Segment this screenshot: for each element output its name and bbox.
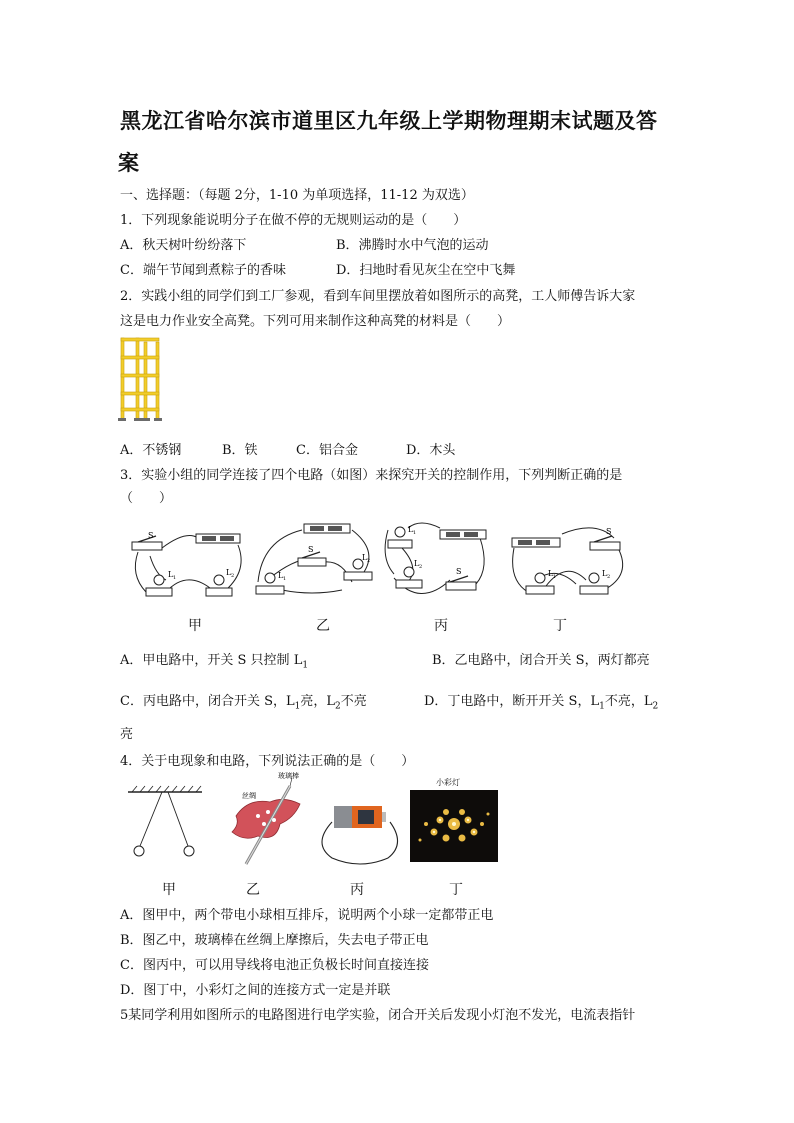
jia-l2-sub: 2	[231, 573, 235, 579]
ding-l2-sub: 2	[607, 574, 611, 580]
jia-switch-label: S	[148, 531, 154, 540]
q3-option-d-wrap: 亮	[120, 727, 134, 742]
q2-option-d: D．木头	[406, 443, 456, 458]
q3-option-b: B．乙电路中，闭合开关 S，两灯都亮	[432, 653, 650, 668]
q1-option-a: A．秋天树叶纷纷落下	[120, 238, 247, 253]
q3-caption-bing: 丙	[434, 618, 448, 634]
bing-l1-sub: 1	[413, 530, 417, 536]
title-line-2: 案	[118, 150, 140, 175]
q4-stem: 4．关于电现象和电路，下列说法正确的是（ ）	[120, 754, 415, 769]
section-heading: 一、选择题：（每题 2分，1-10 为单项选择，11-12 为双选）	[120, 188, 474, 203]
q4-option-b: B．图乙中，玻璃棒在丝绸上摩擦后，失去电子带正电	[120, 933, 429, 948]
jia-l1-sub: 1	[173, 575, 177, 581]
q2-option-b: B．铁	[222, 443, 258, 458]
q4-option-a: A．图甲中，两个带电小球相互排斥，说明两个小球一定都带正电	[120, 908, 494, 923]
jia-l1-label: L	[168, 570, 174, 579]
ding-l2-label: L	[602, 569, 608, 578]
q4-option-d: D．图丁中，小彩灯之间的连接方式一定是并联	[120, 983, 391, 998]
q3-caption-ding: 丁	[553, 618, 567, 634]
q2-option-a: A．不锈钢	[120, 443, 182, 458]
ladder-stool-figure	[118, 338, 162, 422]
ding-l1-sub: 1	[553, 574, 557, 580]
q2-option-c: C．铝合金	[296, 443, 358, 458]
yi-l2-label: L	[362, 553, 368, 562]
q4-caption-jia: 甲	[162, 882, 176, 898]
q3-stem-line-2: （ ）	[120, 491, 173, 506]
circuit-yi-figure	[252, 520, 382, 602]
q4-option-c: C．图丙中，可以用导线将电池正负极长时间直接连接	[120, 958, 429, 973]
q4-caption-ding: 丁	[449, 882, 463, 898]
yi-l2-sub: 2	[367, 558, 371, 564]
q2-stem-line-1: 2．实践小组的同学们到工厂参观，看到车间里摆放着如图所示的高凳，工人师傅告诉大家	[120, 289, 636, 304]
ding-switch-label: S	[606, 527, 612, 536]
q3-option-c: C．丙电路中，闭合开关 S，$L_1$亮，$L_2$不亮	[120, 694, 367, 712]
page-title	[120, 100, 680, 184]
q1-option-b: B．沸腾时水中气泡的运动	[336, 238, 489, 253]
title-line-1: 黑龙江省哈尔滨市道里区九年级上学期物理期末试题及答	[120, 108, 658, 133]
q1-stem: 1．下列现象能说明分子在做不停的无规则运动的是（ ）	[120, 213, 467, 228]
q4-string-lights-figure	[410, 790, 498, 862]
bing-l2-label: L	[414, 559, 420, 568]
q3-stem-line-1: 3．实验小组的同学连接了四个电路（如图）来探究开关的控制作用，下列判断正确的是	[120, 468, 623, 483]
q4-pendulum-figure	[124, 786, 206, 862]
q4-caption-bing: 丙	[350, 882, 364, 898]
glass-rod-label: 玻璃棒	[278, 772, 299, 780]
q3-option-d: D．丁电路中，断开开关 S，$L_1$不亮，$L_2$	[424, 694, 659, 712]
bing-switch-label: S	[456, 567, 462, 576]
string-lights-label: 小彩灯	[436, 778, 460, 787]
ding-l1-label: L	[548, 569, 554, 578]
jia-l2-label: L	[226, 568, 232, 577]
bing-l1-label: L	[408, 525, 414, 534]
yi-switch-label: S	[308, 545, 314, 554]
circuit-jia-figure	[126, 520, 250, 602]
yi-l1-sub: 1	[283, 576, 287, 582]
q4-caption-yi: 乙	[246, 882, 260, 898]
q3-option-a: A．甲电路中，开关 S 只控制 $L_1$	[120, 653, 309, 671]
silk-label: 丝绸	[242, 792, 256, 800]
circuit-bing-figure	[380, 518, 498, 604]
q4-battery-figure	[318, 800, 402, 864]
q1-option-d: D．扫地时看见灰尘在空中飞舞	[336, 263, 516, 278]
q2-stem-line-2: 这是电力作业安全高凳。下列可用来制作这种高凳的材料是（ ）	[120, 314, 511, 329]
q1-option-c: C．端午节闻到煮粽子的香味	[120, 263, 286, 278]
q3-caption-jia: 甲	[188, 618, 202, 634]
bing-l2-sub: 2	[419, 564, 423, 570]
yi-l1-label: L	[278, 571, 284, 580]
q3-caption-yi: 乙	[316, 618, 330, 634]
circuit-ding-figure	[506, 520, 632, 602]
q5-stem: 5某同学利用如图所示的电路图进行电学实验，闭合开关后发现小灯泡不发光，电流表指针	[120, 1008, 636, 1023]
q4-silk-rod-figure	[218, 772, 310, 872]
